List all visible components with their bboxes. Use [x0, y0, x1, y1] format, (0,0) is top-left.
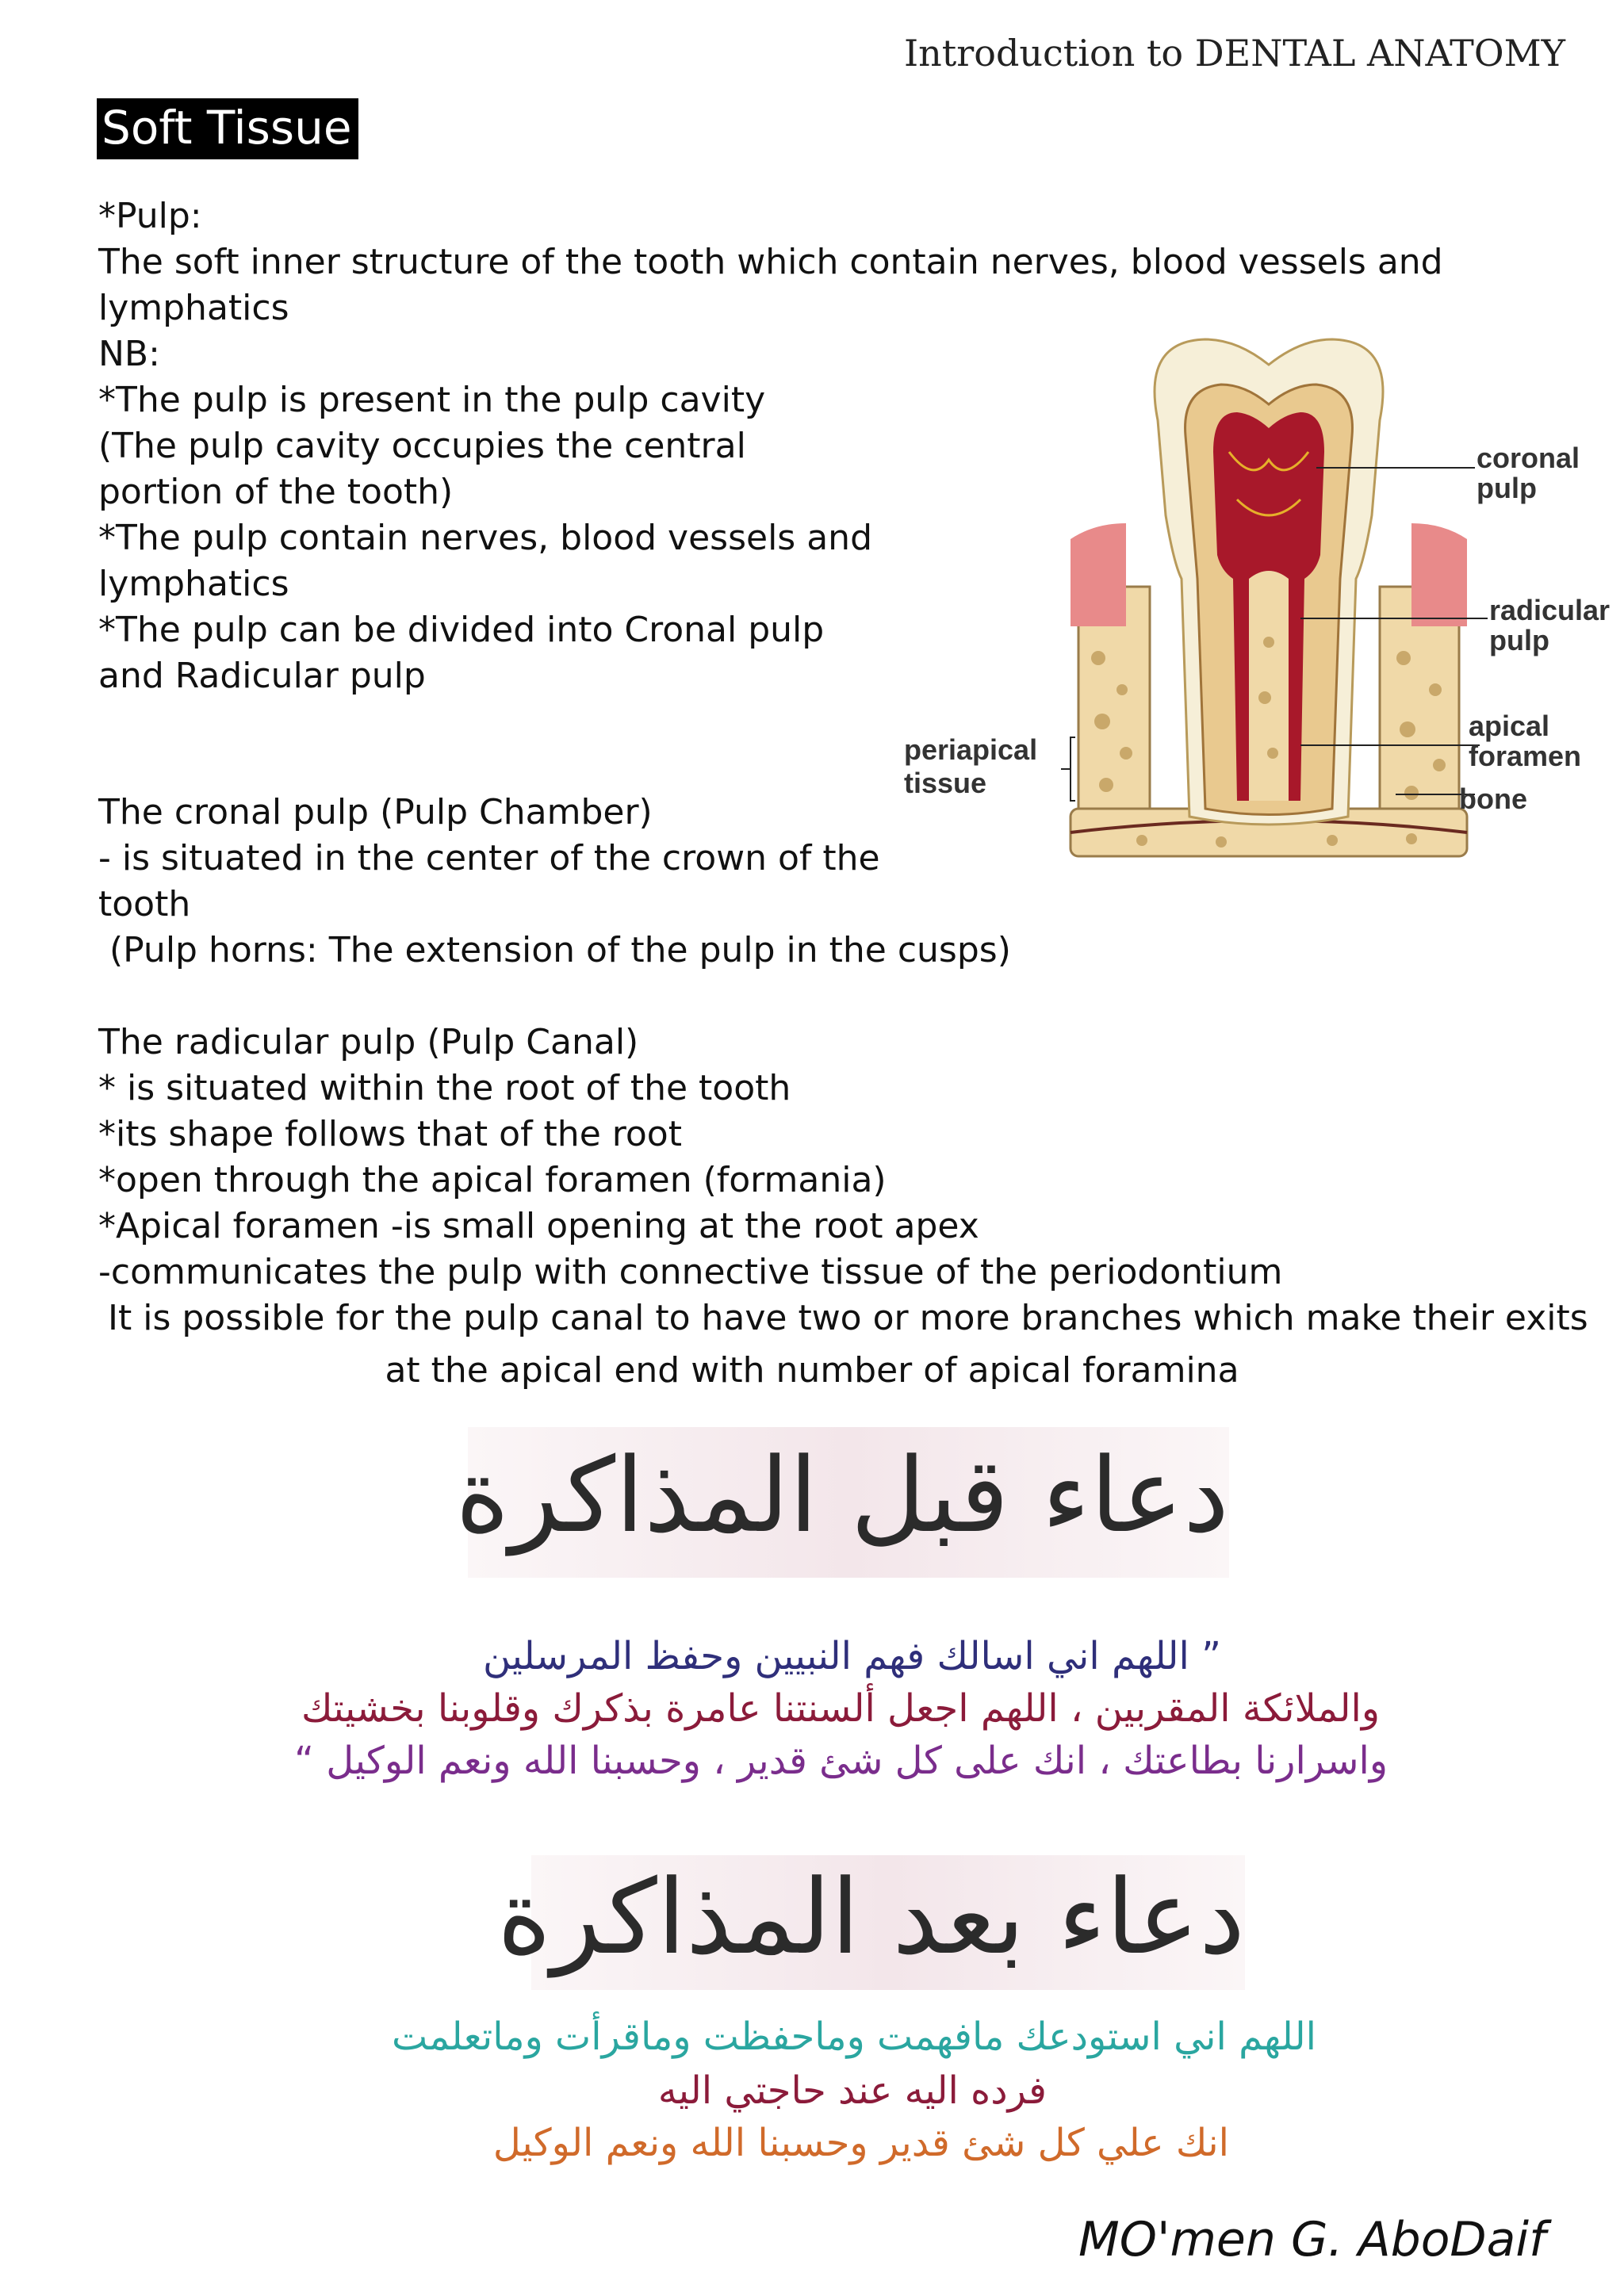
- label-apical: apical: [1469, 710, 1550, 742]
- prayer-after-line-1: اللهم اني استودعك مافهمت وماحفظت وماقرأت وماتعلمت: [391, 2015, 1316, 2059]
- cronal-line-1: - is situated in the center of the crown of the: [98, 838, 880, 878]
- nb-line-4: *The pulp contain nerves, blood vessels and: [98, 518, 872, 558]
- cronal-pulp-heading: The cronal pulp (Pulp Chamber): [98, 792, 653, 832]
- nb-line-2: (The pulp cavity occupies the central: [98, 426, 746, 466]
- gum-right: [1411, 523, 1467, 626]
- pulp-canal-gap: [1249, 571, 1289, 801]
- prayer-before-line-3: واسرارنا بطاعتك ، انك على كل شئ قدير ، وحسبنا الله ونعم الوكيل “: [294, 1739, 1388, 1783]
- apical-foramen-definition: -is small opening at the root apex: [379, 1206, 979, 1246]
- nb-line-5: lymphatics: [98, 564, 289, 604]
- document-header: Introduction to DENTAL ANATOMY: [904, 32, 1566, 75]
- nb-label: NB:: [98, 334, 160, 374]
- nb-line-7: and Radicular pulp: [98, 656, 426, 696]
- author-signature: MO'men G. AboDaif: [1078, 2212, 1546, 2267]
- prayer-before-title: دعاء قبل المذاكرة: [455, 1435, 1229, 1556]
- cronal-line-2: tooth: [98, 884, 191, 924]
- nb-line-6: *The pulp can be divided into Cronal pulp: [98, 610, 825, 650]
- section-heading: Soft Tissue: [97, 98, 358, 159]
- radicular-line-3: *open through the apical foramen (formania): [98, 1160, 887, 1200]
- apical-foramen-term: *Apical foramen: [98, 1206, 380, 1246]
- label-coronal-2: pulp: [1477, 472, 1537, 504]
- prayer-after-line-2: فرده اليه عند حاجتي اليه: [657, 2068, 1047, 2113]
- label-coronal: coronal: [1477, 442, 1580, 474]
- radicular-line-6: It is possible for the pulp canal to have two or more branches which make their exits: [108, 1298, 1588, 1338]
- label-radicular-2: pulp: [1489, 624, 1549, 656]
- radicular-line-4: [98, 1203, 979, 1249]
- label-bone: bone: [1459, 783, 1527, 815]
- label-periapical: periapical: [904, 733, 1038, 766]
- radicular-line-2: *its shape follows that of the root: [98, 1114, 682, 1154]
- radicular-line-1: * is situated within the root of the tooth: [98, 1068, 791, 1108]
- cronal-line-3: (Pulp horns: The extension of the pulp in the cusps): [109, 930, 1011, 970]
- gum-left: [1071, 523, 1126, 626]
- tooth-anatomy-svg: [888, 325, 1624, 880]
- nb-line-1: *The pulp is present in the pulp cavity: [98, 380, 766, 420]
- prayer-after-line-3: انك علي كل شئ قدير وحسبنا الله ونعم الوكيل: [492, 2121, 1229, 2165]
- radicular-pulp-heading: The radicular pulp (Pulp Canal): [98, 1022, 639, 1062]
- nb-line-3: portion of the tooth): [98, 472, 454, 512]
- radicular-line-5: -communicates the pulp with connective tissue of the periodontium: [98, 1252, 1283, 1292]
- pulp-title: *Pulp:: [98, 196, 202, 236]
- prayer-before-line-2: والملائكة المقربين ، اللهم اجعل ألسنتنا عامرة بذكرك وقلوبنا بخشيتك: [301, 1686, 1380, 1731]
- prayer-before-line-1: ” اللهم اني اسالك فهم النبيين وحفظ المرسلين: [482, 1634, 1221, 1678]
- tooth-anatomy-diagram: [888, 325, 1624, 880]
- radicular-line-7: at the apical end with number of apical foramina: [385, 1350, 1239, 1391]
- periapical-bracket: [1061, 737, 1075, 801]
- label-apical-2: foramen: [1469, 740, 1582, 772]
- pulp-definition-line-1: The soft inner structure of the tooth which contain nerves, blood vessels and: [98, 242, 1443, 282]
- prayer-after-title: دعاء بعد المذاكرة: [497, 1857, 1245, 1977]
- pulp-definition-line-2: lymphatics: [98, 288, 289, 328]
- label-periapical-2: tissue: [904, 767, 987, 799]
- label-radicular: radicular: [1489, 594, 1611, 626]
